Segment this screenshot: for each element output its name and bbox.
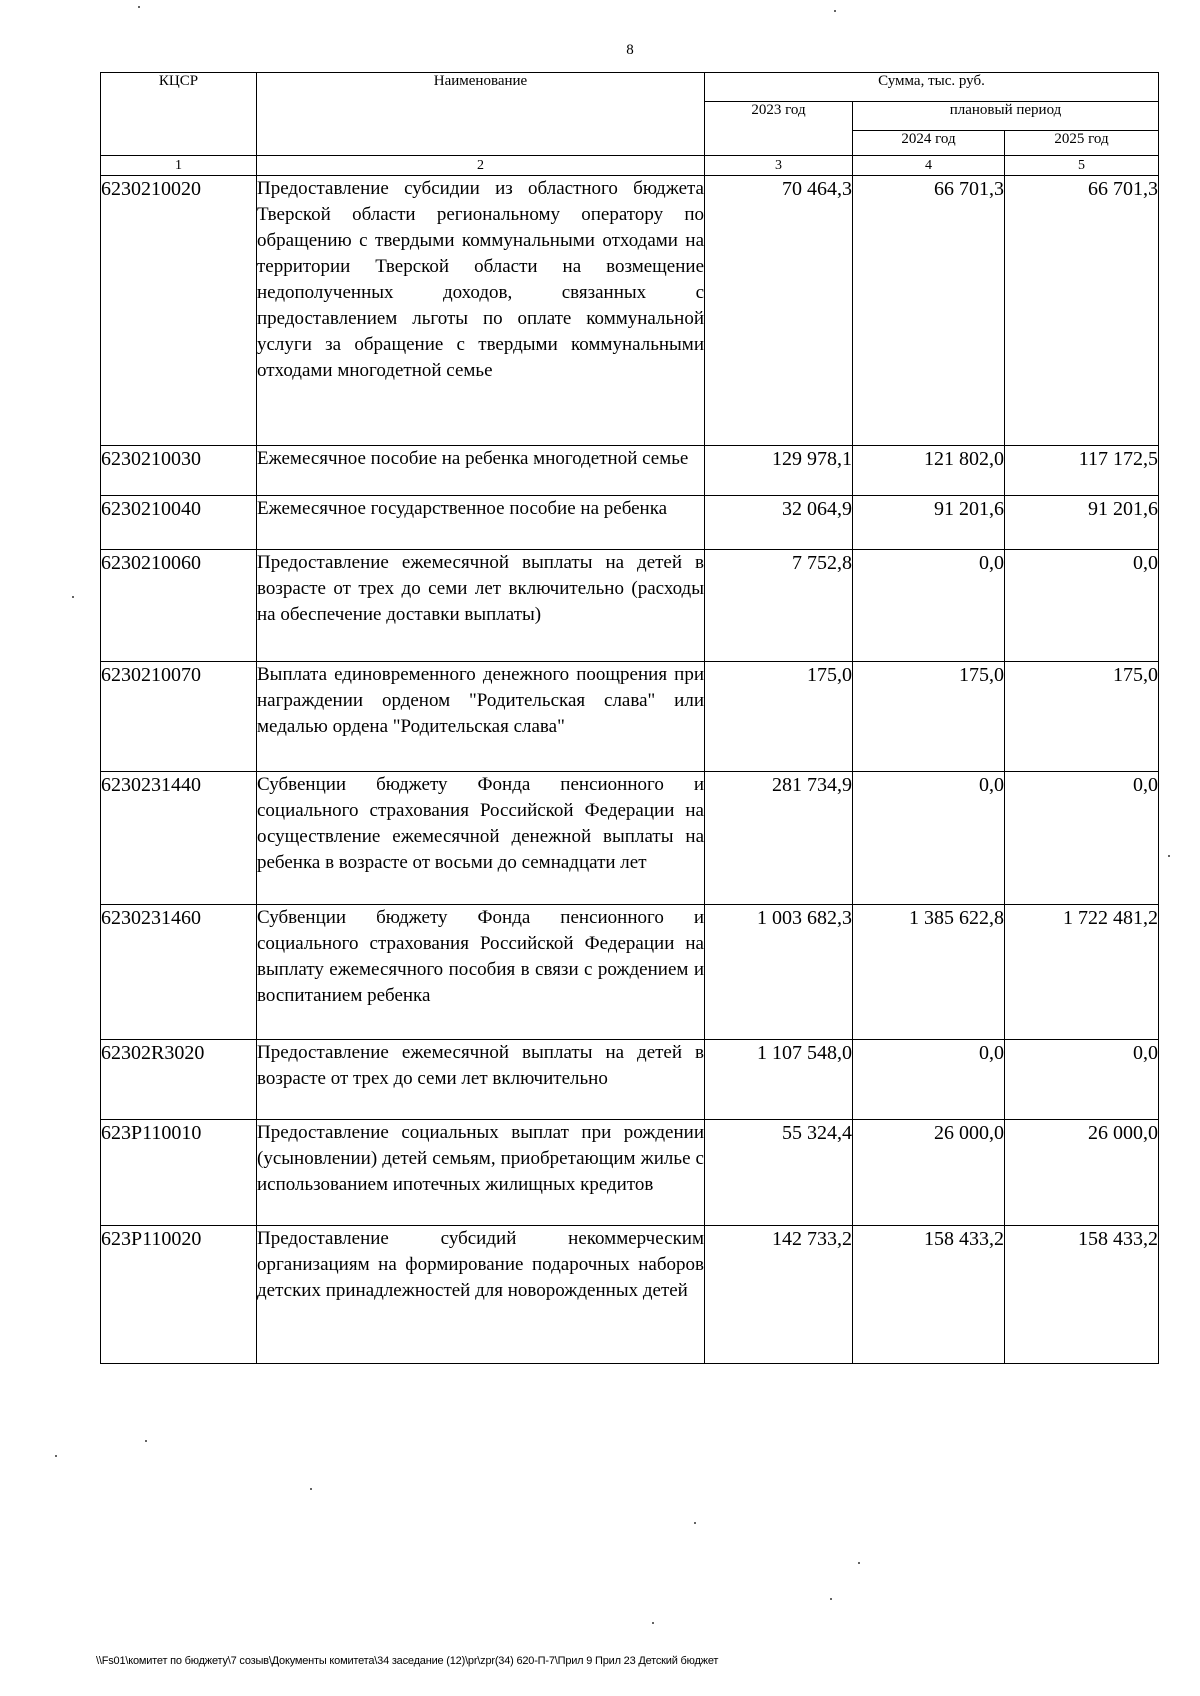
row-code: 6230210030	[101, 446, 257, 496]
table-header	[101, 73, 1159, 176]
header-sum: Сумма, тыс. руб.	[705, 73, 1159, 102]
row-value-2025: 175,0	[1005, 662, 1159, 772]
row-code: 623P110010	[101, 1120, 257, 1226]
table-row	[101, 176, 1159, 446]
column-number: 3	[705, 156, 853, 176]
row-value-2024: 175,0	[853, 662, 1005, 772]
file-path-footer: \\Fs01\комитет по бюджету\7 созыв\Документы комитета\34 заседание (12)\pr\zpr(34) 620-П-7\Прил 9 Прил 23 Детский бюджет	[96, 1655, 719, 1667]
row-code: 6230210040	[101, 496, 257, 550]
row-code: 6230210060	[101, 550, 257, 662]
scan-speck	[310, 1488, 312, 1490]
scan-speck	[55, 1455, 57, 1457]
row-code: 6230210020	[101, 176, 257, 446]
table-row	[101, 1040, 1159, 1120]
table-row	[101, 1226, 1159, 1364]
row-code: 623P110020	[101, 1226, 257, 1364]
row-value-2023: 142 733,2	[705, 1226, 853, 1364]
table-row	[101, 662, 1159, 772]
scan-speck	[652, 1622, 654, 1624]
row-value-2024: 0,0	[853, 1040, 1005, 1120]
row-name: Предоставление ежемесячной выплаты на детей в возрасте от трех до семи лет включительно	[257, 1040, 705, 1120]
scan-speck	[858, 1562, 860, 1564]
row-value-2024: 121 802,0	[853, 446, 1005, 496]
row-value-2024: 1 385 622,8	[853, 905, 1005, 1040]
scan-speck	[830, 1598, 832, 1600]
row-value-2025: 0,0	[1005, 772, 1159, 905]
row-value-2025: 0,0	[1005, 550, 1159, 662]
budget-table	[100, 72, 1159, 1364]
column-number: 2	[257, 156, 705, 176]
table-row	[101, 772, 1159, 905]
row-value-2023: 1 107 548,0	[705, 1040, 853, 1120]
scan-speck	[694, 1522, 696, 1524]
row-value-2024: 158 433,2	[853, 1226, 1005, 1364]
row-value-2025: 0,0	[1005, 1040, 1159, 1120]
row-value-2025: 26 000,0	[1005, 1120, 1159, 1226]
header-year-2024: 2024 год	[853, 131, 1005, 156]
scan-speck	[834, 10, 836, 12]
row-value-2023: 32 064,9	[705, 496, 853, 550]
row-value-2023: 281 734,9	[705, 772, 853, 905]
column-number: 4	[853, 156, 1005, 176]
row-code: 6230231460	[101, 905, 257, 1040]
header-year-2023: 2023 год	[705, 102, 853, 156]
row-value-2023: 7 752,8	[705, 550, 853, 662]
row-value-2025: 158 433,2	[1005, 1226, 1159, 1364]
row-value-2023: 70 464,3	[705, 176, 853, 446]
column-number: 5	[1005, 156, 1159, 176]
table-row	[101, 550, 1159, 662]
header-year-2025: 2025 год	[1005, 131, 1159, 156]
column-number-row	[101, 156, 1159, 176]
scan-speck	[145, 1440, 147, 1442]
header-name: Наименование	[257, 73, 705, 156]
row-name: Предоставление социальных выплат при рождении (усыновлении) детей семьям, приобретающим жилье с использованием ипотечных жилищных кредитов	[257, 1120, 705, 1226]
row-value-2025: 1 722 481,2	[1005, 905, 1159, 1040]
row-name: Ежемесячное государственное пособие на ребенка	[257, 496, 705, 550]
row-value-2024: 26 000,0	[853, 1120, 1005, 1226]
table-row	[101, 446, 1159, 496]
table-row	[101, 1120, 1159, 1226]
row-name: Выплата единовременного денежного поощрения при награждении орденом "Родительская слава" или медалью ордена "Родительская слава"	[257, 662, 705, 772]
row-value-2024: 91 201,6	[853, 496, 1005, 550]
row-code: 6230231440	[101, 772, 257, 905]
row-name: Субвенции бюджету Фонда пенсионного и социального страхования Российской Федерации на осуществление ежемесячной денежной выплаты на ребенка в возрасте от восьми до семнадцати лет	[257, 772, 705, 905]
row-name: Предоставление субсидии из областного бюджета Тверской области региональному оператору по обращению с твердыми коммунальными отходами на территории Тверской области на возмещение недополученных доходов, связанных с предоставлением льготы по оплате коммунальной услуги за обращение с твердыми коммунальными отходами многодетной семье	[257, 176, 705, 446]
row-name: Ежемесячное пособие на ребенка многодетной семье	[257, 446, 705, 496]
row-value-2025: 117 172,5	[1005, 446, 1159, 496]
column-number: 1	[101, 156, 257, 176]
row-value-2025: 66 701,3	[1005, 176, 1159, 446]
scan-speck	[138, 6, 140, 8]
header-planned-period: плановый период	[853, 102, 1159, 131]
table-row	[101, 905, 1159, 1040]
row-value-2023: 1 003 682,3	[705, 905, 853, 1040]
row-name: Предоставление ежемесячной выплаты на детей в возрасте от трех до семи лет включительно (расходы на обеспечение доставки выплаты)	[257, 550, 705, 662]
row-value-2023: 175,0	[705, 662, 853, 772]
row-value-2024: 66 701,3	[853, 176, 1005, 446]
row-value-2025: 91 201,6	[1005, 496, 1159, 550]
row-code: 62302R3020	[101, 1040, 257, 1120]
row-value-2023: 129 978,1	[705, 446, 853, 496]
row-name: Предоставление субсидий некоммерческим организациям на формирование подарочных наборов детских принадлежностей для новорожденных детей	[257, 1226, 705, 1364]
row-value-2023: 55 324,4	[705, 1120, 853, 1226]
scan-speck	[1168, 855, 1170, 857]
scan-speck	[72, 596, 74, 598]
table-row	[101, 496, 1159, 550]
row-code: 6230210070	[101, 662, 257, 772]
row-value-2024: 0,0	[853, 772, 1005, 905]
table-body	[101, 176, 1159, 1364]
page-number: 8	[626, 42, 634, 58]
row-value-2024: 0,0	[853, 550, 1005, 662]
header-code: КЦСР	[101, 73, 257, 156]
row-name: Субвенции бюджету Фонда пенсионного и социального страхования Российской Федерации на выплату ежемесячного пособия в связи с рождением и воспитанием ребенка	[257, 905, 705, 1040]
